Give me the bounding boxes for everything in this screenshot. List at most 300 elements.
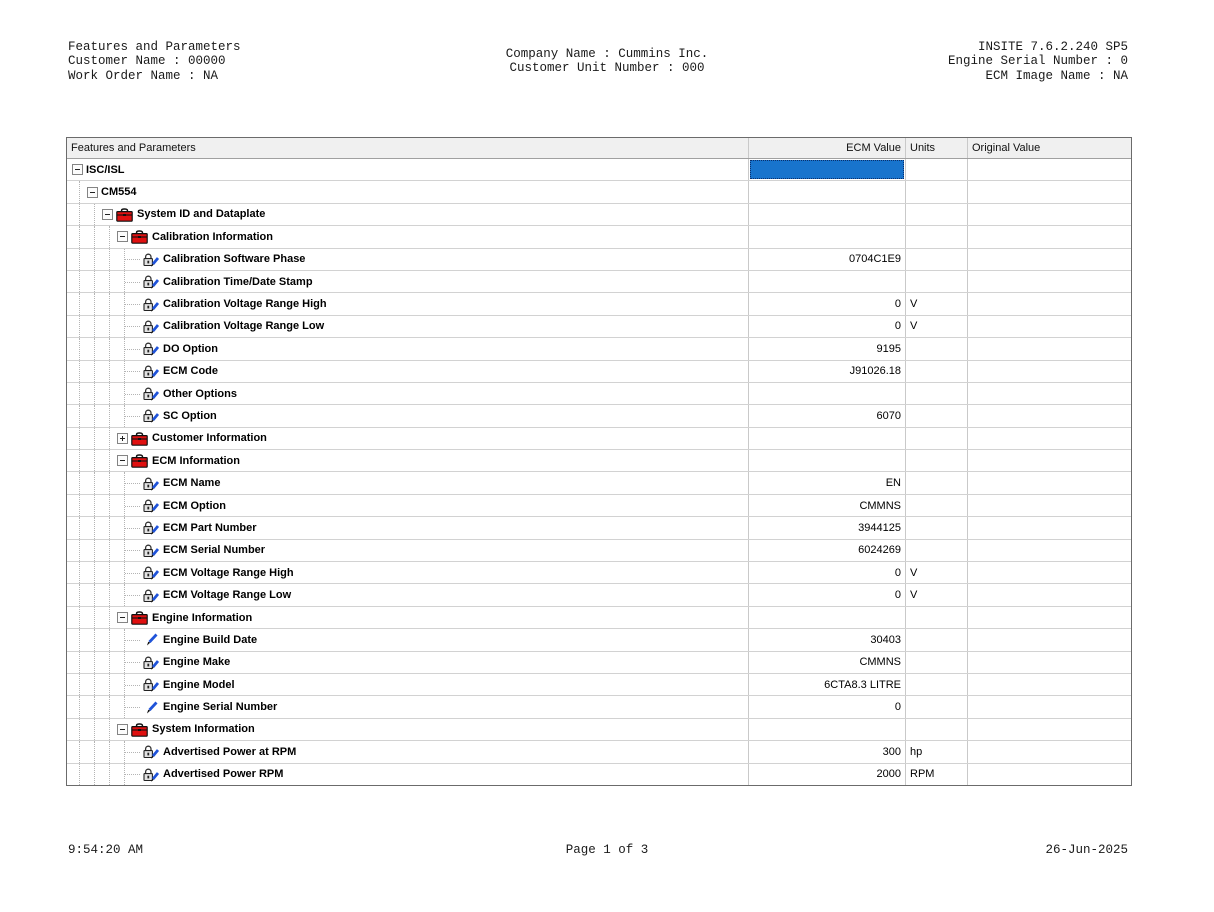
tree-cell bbox=[67, 405, 749, 426]
tree-guide-line bbox=[72, 674, 87, 695]
units-cell bbox=[906, 674, 968, 695]
units-cell bbox=[906, 652, 968, 673]
ecm-value-cell[interactable] bbox=[749, 204, 906, 225]
tree-label: Engine Build Date bbox=[163, 633, 258, 646]
units-cell: hp bbox=[906, 741, 968, 762]
tree-guide-line bbox=[72, 652, 87, 673]
tree-guide-line bbox=[87, 764, 102, 785]
ecm-image-name: ECM Image Name : NA bbox=[985, 68, 1128, 83]
original-value-cell bbox=[968, 696, 1131, 717]
tree-guide-line bbox=[117, 383, 132, 404]
editable-parameter-icon bbox=[142, 632, 159, 647]
units-cell bbox=[906, 495, 968, 516]
units-cell: RPM bbox=[906, 764, 968, 785]
tree-guide-line bbox=[117, 249, 132, 270]
units-cell bbox=[906, 361, 968, 382]
tree-guide-line bbox=[102, 741, 117, 762]
units-cell: V bbox=[906, 293, 968, 314]
original-value-cell bbox=[968, 383, 1131, 404]
tree-guide-line bbox=[117, 562, 132, 583]
tree-guide-line bbox=[87, 741, 102, 762]
ecm-value-cell[interactable] bbox=[749, 428, 906, 449]
tree-guide-line bbox=[87, 226, 102, 247]
original-value-cell bbox=[968, 293, 1131, 314]
tree-guide-line bbox=[102, 338, 117, 359]
original-value-cell bbox=[968, 741, 1131, 762]
tree-cell bbox=[67, 540, 749, 561]
tree-guide-line bbox=[117, 652, 132, 673]
units-cell bbox=[906, 517, 968, 538]
tree-guide-line bbox=[87, 383, 102, 404]
original-value-cell bbox=[968, 764, 1131, 785]
original-value-cell bbox=[968, 652, 1131, 673]
tree-guide-line bbox=[72, 495, 87, 516]
tree-guide-line bbox=[102, 450, 117, 471]
ecm-value-cell[interactable]: 9195 bbox=[749, 338, 906, 359]
tree-guide-line bbox=[87, 652, 102, 673]
tree-guide-line bbox=[117, 405, 132, 426]
tree-guide-line bbox=[72, 764, 87, 785]
ecm-value-cell[interactable]: 6CTA8.3 LITRE bbox=[749, 674, 906, 695]
ecm-value-cell[interactable]: 0704C1E9 bbox=[749, 249, 906, 270]
selected-cell-highlight bbox=[750, 160, 904, 179]
collapse-toggle-icon[interactable] bbox=[117, 612, 128, 623]
tree-guide-line bbox=[72, 293, 87, 314]
units-cell bbox=[906, 204, 968, 225]
tree-label: ECM Information bbox=[152, 454, 240, 467]
original-value-cell bbox=[968, 517, 1131, 538]
tree-label: Engine Make bbox=[163, 656, 231, 669]
tree-label: Advertised Power RPM bbox=[163, 768, 284, 781]
original-value-cell bbox=[968, 495, 1131, 516]
tree-guide-line bbox=[72, 316, 87, 337]
tree-cell bbox=[67, 204, 749, 225]
original-value-cell bbox=[968, 584, 1131, 605]
tree-guide-line bbox=[117, 495, 132, 516]
customer-unit-number: Customer Unit Number : 000 bbox=[509, 61, 705, 76]
tree-guide-line bbox=[102, 472, 117, 493]
tree-label: ECM Option bbox=[163, 499, 226, 512]
table-row[interactable] bbox=[67, 696, 1131, 718]
expand-toggle-icon[interactable] bbox=[117, 433, 128, 444]
table-body bbox=[67, 159, 1131, 785]
units-cell bbox=[906, 696, 968, 717]
tree-guide-line bbox=[117, 764, 132, 785]
original-value-cell bbox=[968, 226, 1131, 247]
tree-guide-line bbox=[117, 271, 132, 292]
table-row[interactable] bbox=[67, 719, 1131, 741]
units-cell bbox=[906, 271, 968, 292]
tree-guide-line bbox=[102, 405, 117, 426]
ecm-value-cell[interactable] bbox=[749, 226, 906, 247]
ecm-value-cell[interactable]: EN bbox=[749, 472, 906, 493]
tree-cell bbox=[67, 495, 749, 516]
tree-guide-line bbox=[87, 495, 102, 516]
tree-guide-line bbox=[102, 629, 117, 650]
tree-cell bbox=[67, 428, 749, 449]
ecm-value-cell[interactable]: 0 bbox=[749, 562, 906, 583]
tree-cell bbox=[67, 293, 749, 314]
ecm-value-cell[interactable]: 300 bbox=[749, 741, 906, 762]
tree-guide-line bbox=[102, 562, 117, 583]
collapse-toggle-icon[interactable] bbox=[72, 164, 83, 175]
table-row[interactable] bbox=[67, 562, 1131, 584]
units-cell bbox=[906, 540, 968, 561]
tree-guide-line bbox=[87, 249, 102, 270]
units-cell: V bbox=[906, 316, 968, 337]
original-value-cell bbox=[968, 428, 1131, 449]
tree-guide-line bbox=[87, 293, 102, 314]
tree-guide-line bbox=[72, 696, 87, 717]
original-value-cell bbox=[968, 472, 1131, 493]
tree-cell bbox=[67, 159, 749, 180]
tree-guide-line bbox=[102, 316, 117, 337]
table-row[interactable] bbox=[67, 472, 1131, 494]
tree-guide-line bbox=[87, 450, 102, 471]
table-header-row bbox=[67, 138, 1131, 159]
tree-label: Advertised Power at RPM bbox=[163, 745, 297, 758]
customer-name: Customer Name : 00000 bbox=[68, 54, 226, 69]
tree-guide-line bbox=[87, 674, 102, 695]
table-row[interactable] bbox=[67, 674, 1131, 696]
tree-guide-line bbox=[87, 405, 102, 426]
tree-guide-line bbox=[102, 674, 117, 695]
locked-parameter-icon bbox=[142, 297, 159, 312]
tree-guide-line bbox=[102, 584, 117, 605]
tree-guide-line bbox=[72, 540, 87, 561]
tree-label: Calibration Voltage Range High bbox=[163, 298, 327, 311]
tree-cell bbox=[67, 584, 749, 605]
tree-cell bbox=[67, 450, 749, 471]
table-row[interactable] bbox=[67, 181, 1131, 203]
tree-cell bbox=[67, 383, 749, 404]
units-cell bbox=[906, 159, 968, 180]
tree-label: SC Option bbox=[163, 409, 217, 422]
locked-parameter-icon bbox=[142, 543, 159, 558]
tree-guide-line bbox=[87, 629, 102, 650]
table-row[interactable] bbox=[67, 204, 1131, 226]
tree-label: Calibration Information bbox=[152, 230, 273, 243]
tree-guide-line bbox=[117, 674, 132, 695]
tree-guide-line bbox=[72, 249, 87, 270]
units-cell bbox=[906, 607, 968, 628]
tree-guide-line bbox=[117, 338, 132, 359]
tree-label: ECM Voltage Range High bbox=[163, 566, 294, 579]
units-cell bbox=[906, 338, 968, 359]
tree-guide-line bbox=[72, 517, 87, 538]
table-row[interactable] bbox=[67, 764, 1131, 785]
tree-guide-line bbox=[87, 696, 102, 717]
tree-guide-line bbox=[102, 517, 117, 538]
ecm-value-cell[interactable] bbox=[749, 159, 906, 180]
tree-label: System ID and Dataplate bbox=[137, 208, 266, 221]
ecm-value-cell[interactable]: 0 bbox=[749, 293, 906, 314]
tree-guide-line bbox=[102, 607, 117, 628]
tree-label: Calibration Software Phase bbox=[163, 253, 306, 266]
original-value-cell bbox=[968, 249, 1131, 270]
table-row[interactable] bbox=[67, 652, 1131, 674]
tree-cell bbox=[67, 361, 749, 382]
units-cell bbox=[906, 181, 968, 202]
tree-guide-line bbox=[72, 361, 87, 382]
locked-parameter-icon bbox=[142, 341, 159, 356]
tree-guide-line bbox=[87, 607, 102, 628]
ecm-value-cell[interactable]: 6024269 bbox=[749, 540, 906, 561]
tree-label: ECM Name bbox=[163, 477, 221, 490]
locked-parameter-icon bbox=[142, 767, 159, 782]
locked-parameter-icon bbox=[142, 565, 159, 580]
locked-parameter-icon bbox=[142, 319, 159, 334]
table-row[interactable] bbox=[67, 405, 1131, 427]
tree-label: ISC/ISL bbox=[86, 163, 125, 176]
units-cell bbox=[906, 405, 968, 426]
tree-guide-line bbox=[102, 652, 117, 673]
column-header-units: Units bbox=[906, 138, 968, 158]
tree-cell bbox=[67, 338, 749, 359]
locked-parameter-icon bbox=[142, 252, 159, 267]
original-value-cell bbox=[968, 181, 1131, 202]
engine-serial-number: Engine Serial Number : 0 bbox=[947, 54, 1128, 69]
tree-label: DO Option bbox=[163, 342, 218, 355]
tree-guide-line bbox=[87, 584, 102, 605]
tree-guide-line bbox=[72, 204, 87, 225]
tree-guide-line bbox=[72, 629, 87, 650]
units-cell bbox=[906, 450, 968, 471]
table-row[interactable] bbox=[67, 629, 1131, 651]
collapse-toggle-icon[interactable] bbox=[102, 209, 113, 220]
footer-time: 9:54:20 AM bbox=[68, 843, 144, 857]
collapse-toggle-icon[interactable] bbox=[87, 187, 98, 198]
tree-cell bbox=[67, 517, 749, 538]
tree-guide-line bbox=[72, 450, 87, 471]
footer-page-number: Page 1 of 3 bbox=[565, 843, 649, 857]
table-row[interactable] bbox=[67, 383, 1131, 405]
original-value-cell bbox=[968, 361, 1131, 382]
original-value-cell bbox=[968, 271, 1131, 292]
ecm-value-cell[interactable]: 6070 bbox=[749, 405, 906, 426]
units-cell: V bbox=[906, 584, 968, 605]
original-value-cell bbox=[968, 450, 1131, 471]
tree-guide-line bbox=[117, 696, 132, 717]
tree-guide-line bbox=[72, 405, 87, 426]
tree-guide-line bbox=[102, 293, 117, 314]
tree-guide-line bbox=[117, 741, 132, 762]
tree-label: ECM Code bbox=[163, 365, 218, 378]
tree-guide-line bbox=[87, 361, 102, 382]
tree-guide-line bbox=[117, 584, 132, 605]
original-value-cell bbox=[968, 607, 1131, 628]
group-toolbox-icon bbox=[131, 722, 148, 737]
ecm-value-cell[interactable]: 30403 bbox=[749, 629, 906, 650]
tree-cell bbox=[67, 316, 749, 337]
tree-guide-line bbox=[102, 226, 117, 247]
tree-guide-line bbox=[87, 271, 102, 292]
ecm-value-cell[interactable] bbox=[749, 607, 906, 628]
units-cell bbox=[906, 472, 968, 493]
locked-parameter-icon bbox=[142, 476, 159, 491]
table-row[interactable] bbox=[67, 540, 1131, 562]
locked-parameter-icon bbox=[142, 588, 159, 603]
tree-cell bbox=[67, 249, 749, 270]
tree-guide-line bbox=[72, 741, 87, 762]
tree-guide-line bbox=[72, 562, 87, 583]
tree-guide-line bbox=[72, 607, 87, 628]
insite-version: INSITE 7.6.2.240 SP5 bbox=[977, 40, 1128, 54]
tree-cell bbox=[67, 472, 749, 493]
tree-cell bbox=[67, 226, 749, 247]
ecm-value-cell[interactable]: 0 bbox=[749, 316, 906, 337]
tree-guide-line bbox=[102, 249, 117, 270]
tree-label: System Information bbox=[152, 723, 255, 736]
group-toolbox-icon bbox=[131, 453, 148, 468]
table-row[interactable] bbox=[67, 293, 1131, 315]
tree-guide-line bbox=[87, 204, 102, 225]
tree-label: ECM Part Number bbox=[163, 521, 257, 534]
ecm-value-cell[interactable]: CMMNS bbox=[749, 495, 906, 516]
table-row[interactable] bbox=[67, 584, 1131, 606]
table-row[interactable] bbox=[67, 741, 1131, 763]
original-value-cell bbox=[968, 674, 1131, 695]
group-toolbox-icon bbox=[131, 431, 148, 446]
tree-cell bbox=[67, 696, 749, 717]
table-row[interactable] bbox=[67, 361, 1131, 383]
units-cell bbox=[906, 226, 968, 247]
table-row[interactable] bbox=[67, 271, 1131, 293]
tree-guide-line bbox=[102, 495, 117, 516]
column-header-features: Features and Parameters bbox=[67, 138, 749, 158]
tree-guide-line bbox=[72, 226, 87, 247]
tree-guide-line bbox=[117, 540, 132, 561]
tree-cell bbox=[67, 652, 749, 673]
locked-parameter-icon bbox=[142, 744, 159, 759]
tree-guide-line bbox=[87, 517, 102, 538]
tree-guide-line bbox=[72, 584, 87, 605]
collapse-toggle-icon[interactable] bbox=[117, 231, 128, 242]
locked-parameter-icon bbox=[142, 677, 159, 692]
tree-guide-line bbox=[117, 517, 132, 538]
original-value-cell bbox=[968, 405, 1131, 426]
tree-label: Calibration Voltage Range Low bbox=[163, 320, 325, 333]
collapse-toggle-icon[interactable] bbox=[117, 455, 128, 466]
ecm-value-cell[interactable]: 2000 bbox=[749, 764, 906, 785]
tree-cell bbox=[67, 629, 749, 650]
tree-cell bbox=[67, 271, 749, 292]
original-value-cell bbox=[968, 719, 1131, 740]
ecm-value-cell[interactable] bbox=[749, 719, 906, 740]
group-toolbox-icon bbox=[131, 610, 148, 625]
tree-guide-line bbox=[87, 316, 102, 337]
tree-guide-line bbox=[102, 719, 117, 740]
table-row[interactable] bbox=[67, 249, 1131, 271]
ecm-value-cell[interactable]: 0 bbox=[749, 584, 906, 605]
locked-parameter-icon bbox=[142, 364, 159, 379]
ecm-value-cell[interactable] bbox=[749, 271, 906, 292]
tree-guide-line bbox=[102, 696, 117, 717]
tree-guide-line bbox=[117, 361, 132, 382]
ecm-value-cell[interactable]: 0 bbox=[749, 696, 906, 717]
tree-label: Calibration Time/Date Stamp bbox=[163, 275, 313, 288]
tree-guide-line bbox=[102, 540, 117, 561]
tree-guide-line bbox=[87, 472, 102, 493]
original-value-cell bbox=[968, 204, 1131, 225]
table-row[interactable] bbox=[67, 607, 1131, 629]
locked-parameter-icon bbox=[142, 655, 159, 670]
group-toolbox-icon bbox=[131, 229, 148, 244]
table-row[interactable] bbox=[67, 226, 1131, 248]
tree-label: ECM Serial Number bbox=[163, 544, 266, 557]
tree-label: Customer Information bbox=[152, 432, 267, 445]
tree-guide-line bbox=[102, 383, 117, 404]
tree-guide-line bbox=[87, 540, 102, 561]
table-row[interactable] bbox=[67, 316, 1131, 338]
tree-cell bbox=[67, 741, 749, 762]
original-value-cell bbox=[968, 629, 1131, 650]
tree-guide-line bbox=[102, 764, 117, 785]
editable-parameter-icon bbox=[142, 700, 159, 715]
tree-guide-line bbox=[87, 719, 102, 740]
tree-label: Engine Information bbox=[152, 611, 253, 624]
tree-label: Engine Model bbox=[163, 678, 235, 691]
tree-guide-line bbox=[72, 338, 87, 359]
column-header-ecm-value: ECM Value bbox=[749, 138, 906, 158]
features-parameters-table bbox=[66, 137, 1132, 786]
tree-guide-line bbox=[87, 428, 102, 449]
tree-cell bbox=[67, 607, 749, 628]
ecm-value-cell[interactable] bbox=[749, 383, 906, 404]
tree-guide-line bbox=[102, 428, 117, 449]
ecm-value-cell[interactable] bbox=[749, 450, 906, 471]
tree-guide-line bbox=[117, 293, 132, 314]
table-row[interactable] bbox=[67, 495, 1131, 517]
footer-date: 26-Jun-2025 bbox=[1045, 843, 1128, 857]
units-cell bbox=[906, 249, 968, 270]
table-row[interactable] bbox=[67, 428, 1131, 450]
ecm-value-cell[interactable] bbox=[749, 181, 906, 202]
tree-guide-line bbox=[117, 629, 132, 650]
table-row[interactable] bbox=[67, 338, 1131, 360]
original-value-cell bbox=[968, 338, 1131, 359]
tree-label: CM554 bbox=[101, 186, 137, 199]
tree-label: Engine Serial Number bbox=[163, 701, 278, 714]
original-value-cell bbox=[968, 159, 1131, 180]
tree-guide-line bbox=[72, 428, 87, 449]
tree-guide-line bbox=[102, 271, 117, 292]
work-order-name: Work Order Name : NA bbox=[68, 68, 219, 83]
tree-cell bbox=[67, 764, 749, 785]
collapse-toggle-icon[interactable] bbox=[117, 724, 128, 735]
tree-cell bbox=[67, 674, 749, 695]
original-value-cell bbox=[968, 540, 1131, 561]
ecm-value-cell[interactable]: 3944125 bbox=[749, 517, 906, 538]
units-cell bbox=[906, 629, 968, 650]
group-toolbox-icon bbox=[116, 207, 133, 222]
tree-guide-line bbox=[72, 181, 87, 202]
locked-parameter-icon bbox=[142, 408, 159, 423]
units-cell: V bbox=[906, 562, 968, 583]
tree-guide-line bbox=[102, 361, 117, 382]
ecm-value-cell[interactable]: J91026.18 bbox=[749, 361, 906, 382]
table-row[interactable] bbox=[67, 517, 1131, 539]
table-row[interactable] bbox=[67, 159, 1131, 181]
tree-guide-line bbox=[72, 271, 87, 292]
company-name: Company Name : Cummins Inc. bbox=[505, 47, 709, 61]
tree-cell bbox=[67, 181, 749, 202]
tree-guide-line bbox=[117, 472, 132, 493]
ecm-value-cell[interactable]: CMMNS bbox=[749, 652, 906, 673]
table-row[interactable] bbox=[67, 450, 1131, 472]
column-header-original-value: Original Value bbox=[972, 142, 1041, 154]
report-title: Features and Parameters bbox=[68, 40, 241, 54]
